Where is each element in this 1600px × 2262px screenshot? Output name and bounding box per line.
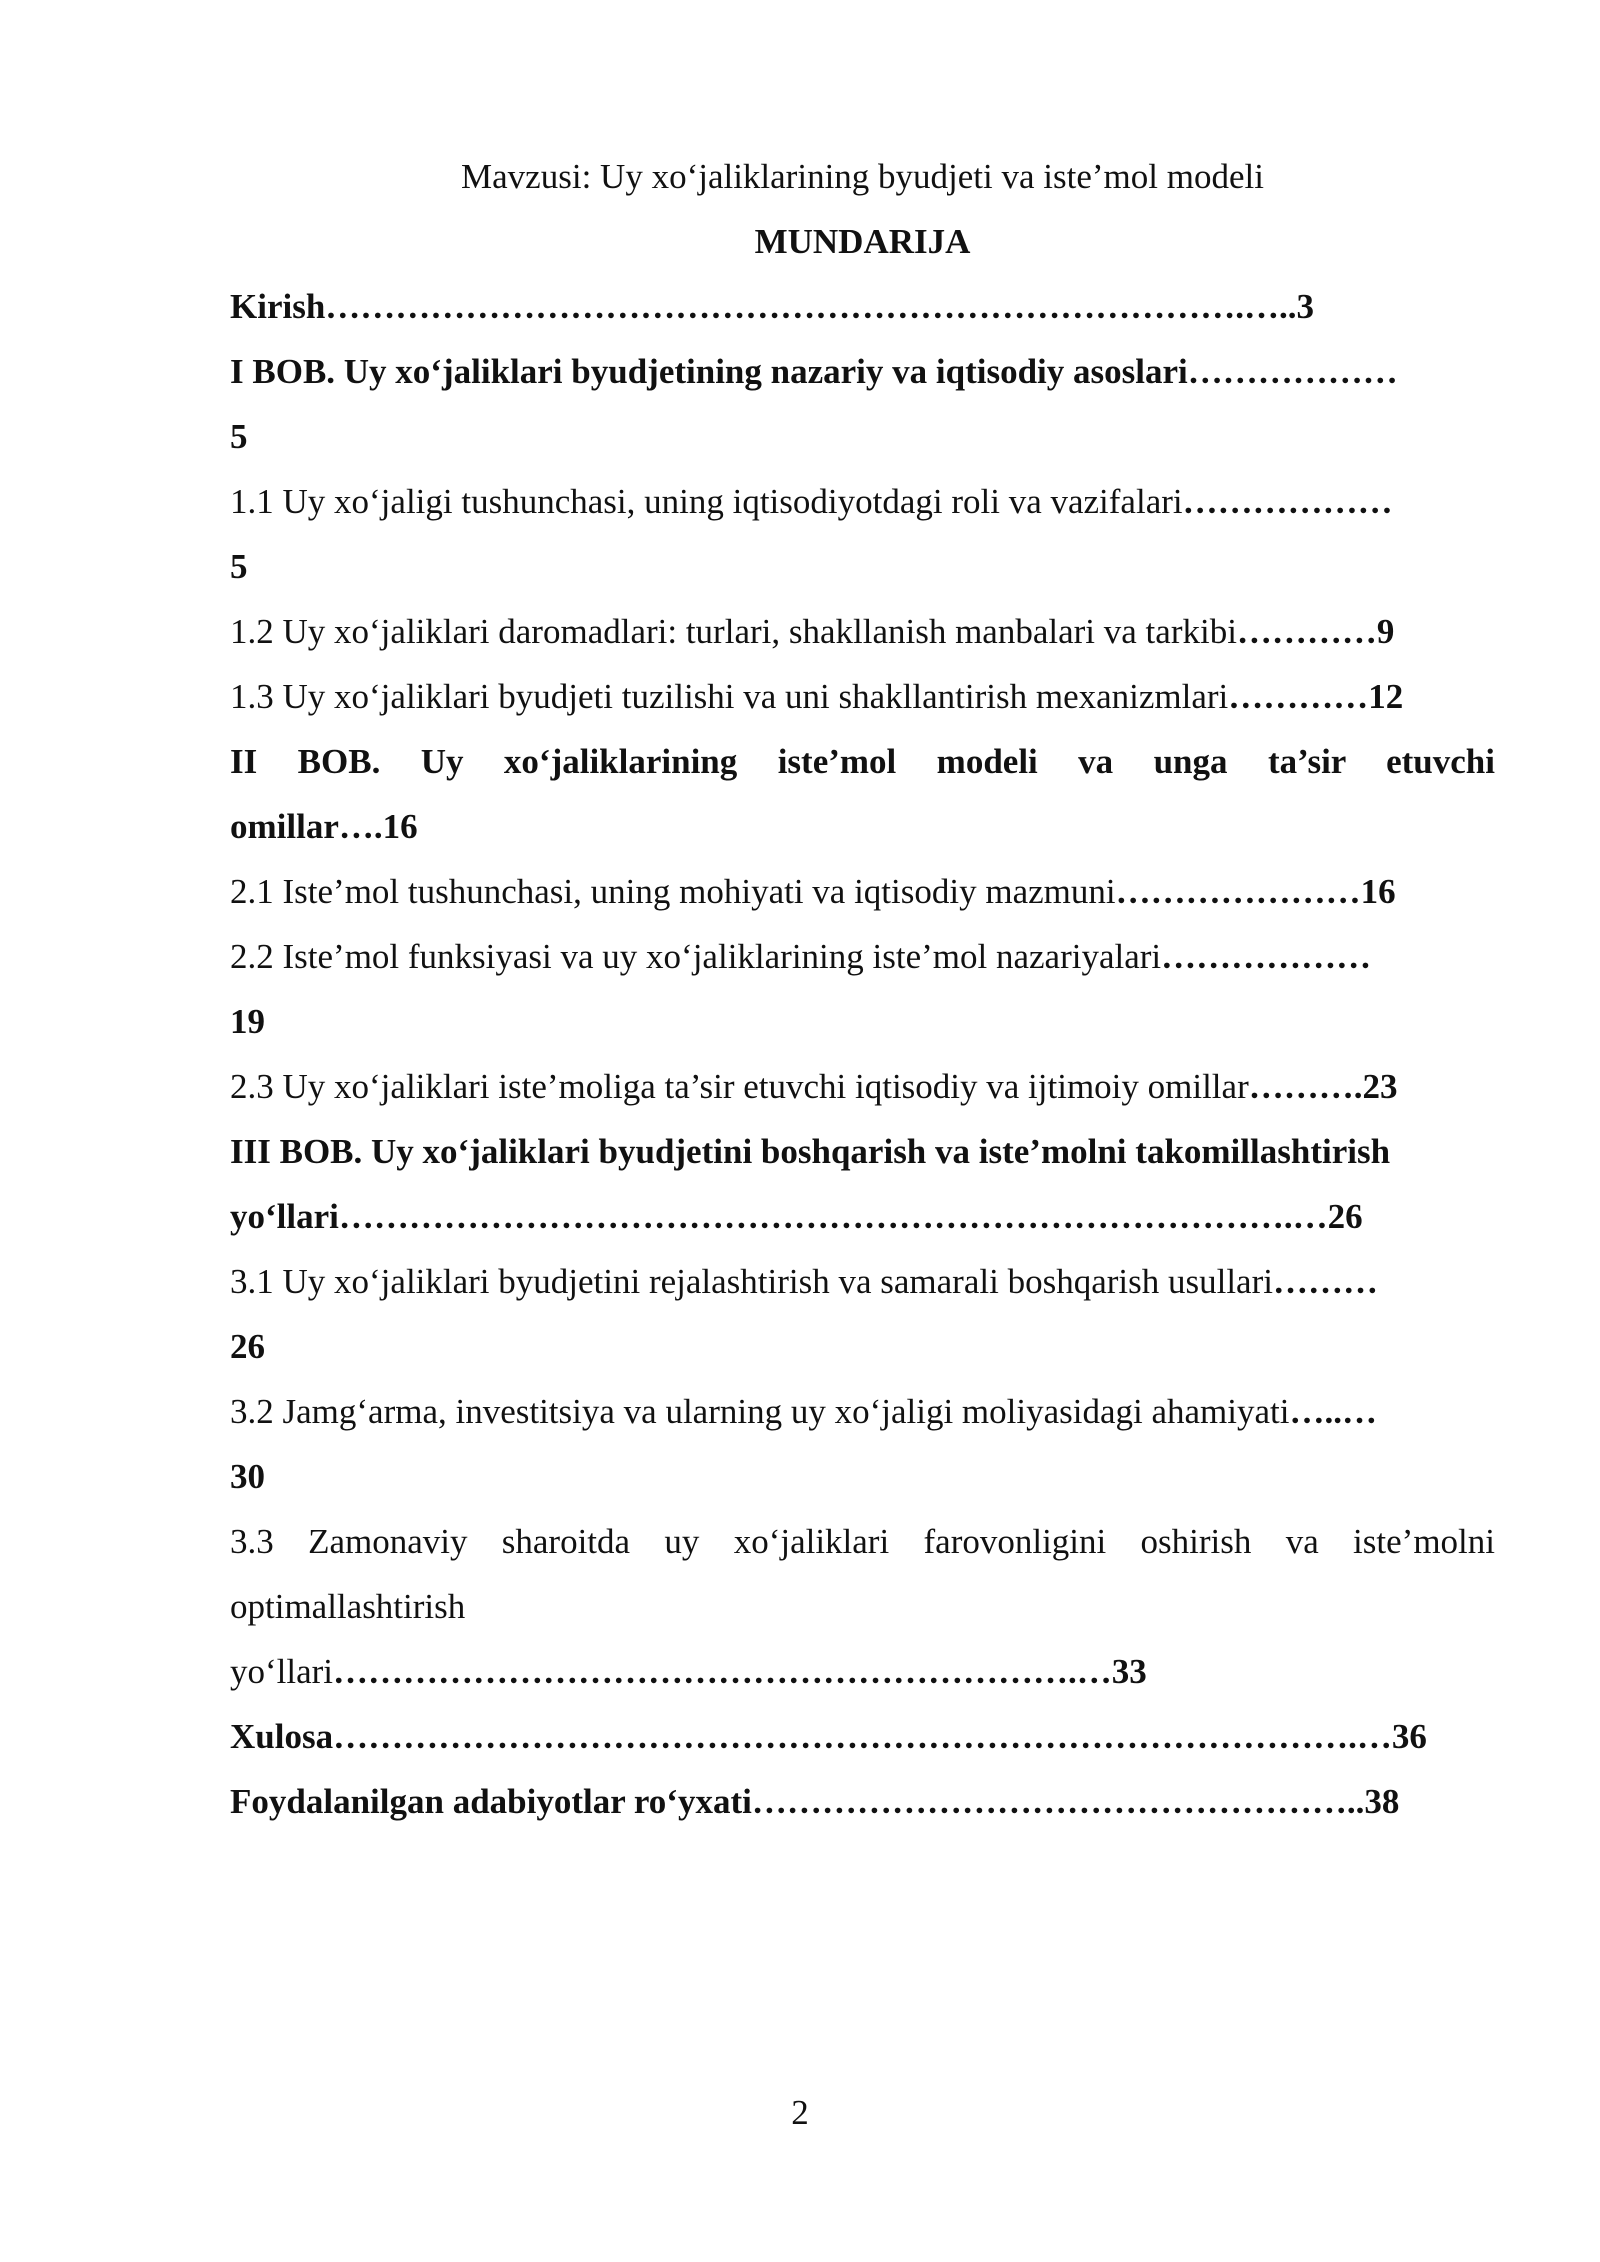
toc-entry-3-3: 3.3 Zamonaviy sharoitda uy xo‘jaliklari farovonligini oshirish va iste’molni <box>230 1522 1495 1561</box>
toc-entry-3-3-end <box>230 1639 1495 1704</box>
toc-heading: MUNDARIJA <box>754 222 971 261</box>
toc-entry-1-1-page: 5 <box>230 547 248 586</box>
toc-entry-1-2-text: 1.2 Uy xo‘jaliklari daromadlari: turlari, shakllanish manbalari va tarkibi <box>230 612 1237 651</box>
toc-entry-3-3-end-dots: ……………………………………………………….…33 <box>333 1652 1147 1691</box>
toc-entry-1-3 <box>230 664 1495 729</box>
toc-entry-3-1 <box>230 1249 1495 1314</box>
toc-entry-kirish: Kirish…………………………………………………………………….…..3 <box>230 287 1315 326</box>
document-subject: Mavzusi: Uy xo‘jaliklarining byudjeti va iste’mol modeli <box>461 157 1264 196</box>
toc-entry-3-3-end-text: yo‘llari <box>230 1652 334 1691</box>
toc-entry-2-3 <box>230 1054 1495 1119</box>
toc-entry-3-1-text: 3.1 Uy xo‘jaliklari byudjetini rejalashtirish va samarali boshqarish usullari <box>230 1262 1273 1301</box>
toc-entry-2-1 <box>230 859 1495 924</box>
toc-entry-3-3-cont: optimallashtirish <box>230 1587 466 1626</box>
toc-entry-1-1 <box>230 469 1495 534</box>
toc-entry-2-1-text: 2.1 Iste’mol tushunchasi, uning mohiyati va iqtisodiy mazmuni <box>230 872 1116 911</box>
toc-entry-2-2-dots: ……………… <box>1161 937 1372 976</box>
toc-entry-1-2 <box>230 599 1495 664</box>
toc-entry-3-2 <box>230 1379 1495 1444</box>
toc-entry-bob3-cont: yo‘llari……………………………………………………………………….…26 <box>230 1197 1363 1236</box>
toc-entry-2-2 <box>230 924 1495 989</box>
toc-entry-xulosa: Xulosa…………………………………………………………………………….…36 <box>230 1717 1427 1756</box>
toc-entry-2-3-text: 2.3 Uy xo‘jaliklari iste’moliga ta’sir etuvchi iqtisodiy va ijtimoiy omillar <box>230 1067 1249 1106</box>
toc-entry-1-3-dots: …………12 <box>1228 677 1404 716</box>
toc-entry-1-1-text: 1.1 Uy xo‘jaligi tushunchasi, uning iqtisodiyotdagi roli va vazifalari <box>230 482 1183 521</box>
toc-entry-2-2-page: 19 <box>230 1002 265 1041</box>
toc-entry-3-2-page: 30 <box>230 1457 265 1496</box>
toc-entry-2-3-dots: ……….23 <box>1248 1067 1398 1106</box>
toc-entry-1-2-dots: …………9 <box>1236 612 1395 651</box>
toc-entry-1-1-dots: ……………… <box>1182 482 1393 521</box>
toc-entry-3-1-page: 26 <box>230 1327 265 1366</box>
page-number: 2 <box>791 2093 809 2132</box>
toc-entry-bob2: II BOB. Uy xo‘jaliklarining iste’mol modeli va unga ta’sir etuvchi <box>230 742 1495 781</box>
toc-entry-bob1-page: 5 <box>230 417 248 456</box>
toc-entry-3-2-dots: …..… <box>1289 1392 1377 1431</box>
toc-entry-2-1-dots: …………………16 <box>1115 872 1396 911</box>
toc-entry-3-1-dots: ……… <box>1272 1262 1378 1301</box>
toc-entry-bob3: III BOB. Uy xo‘jaliklari byudjetini boshqarish va iste’molni takomillashtirish <box>230 1132 1391 1171</box>
toc-entry-bob2-cont: omillar….16 <box>230 807 418 846</box>
toc-entry-adabiyotlar: Foydalanilgan adabiyotlar ro‘yxati……………………………………………..38 <box>230 1782 1400 1821</box>
toc-entry-1-3-text: 1.3 Uy xo‘jaliklari byudjeti tuzilishi va uni shakllantirish mexanizmlari <box>230 677 1229 716</box>
toc-entry-2-2-text: 2.2 Iste’mol funksiyasi va uy xo‘jaliklarining iste’mol nazariyalari <box>230 937 1162 976</box>
toc-entry-bob1: I BOB. Uy xo‘jaliklari byudjetining nazariy va iqtisodiy asoslari……………… <box>230 352 1398 391</box>
toc-entry-3-2-text: 3.2 Jamg‘arma, investitsiya va ularning uy xo‘jaligi moliyasidagi ahamiyati <box>230 1392 1290 1431</box>
